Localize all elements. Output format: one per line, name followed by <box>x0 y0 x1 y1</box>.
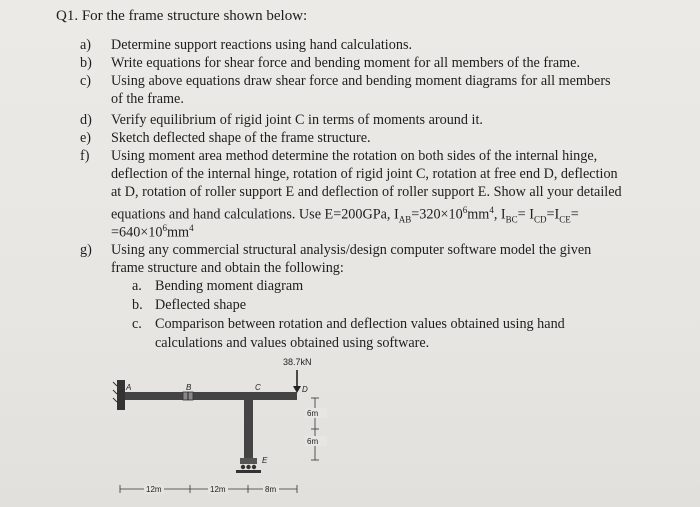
node-label-c: C <box>255 383 261 392</box>
support-hatch <box>113 398 117 402</box>
subitem-text-b: Deflected shape <box>155 297 246 313</box>
roller-wheel <box>241 465 245 469</box>
roller-wheel <box>246 465 250 469</box>
item-label-d: d) <box>80 112 92 128</box>
dim-label-h3: 8m <box>265 485 277 494</box>
load-label: 38.7kN <box>283 357 312 367</box>
node-label-d: D <box>302 385 308 394</box>
item-label-c: c) <box>80 73 92 89</box>
item-text-f-2: deflection of the internal hinge, rotation of rigid joint C, rotation at free end D, deflection <box>111 166 618 182</box>
item-text-a: Determine support reactions using hand calculations. <box>111 37 413 53</box>
node-label-e: E <box>262 456 268 465</box>
subitem-text-c-1: Comparison between rotation and deflection values obtained using hand <box>155 316 565 332</box>
question-title: Q1. For the frame structure shown below: <box>56 8 308 24</box>
item-text-f-3: at D, rotation of roller support E and deflection of roller support E. Show all your detailed <box>111 184 622 200</box>
roller-support-e <box>240 458 257 464</box>
node-label-a: A <box>126 383 132 392</box>
dim-label-v1: 6m <box>307 409 319 418</box>
dim-label-h1: 12m <box>146 485 162 494</box>
item-label-g: g) <box>80 242 92 258</box>
item-label-b: b) <box>80 55 92 71</box>
roller-wheel <box>252 465 256 469</box>
node-label-b: B <box>186 383 192 392</box>
beam-ad <box>125 392 297 400</box>
subitem-label-b: b. <box>132 297 143 313</box>
item-label-a: a) <box>80 37 92 53</box>
item-text-g-2: frame structure and obtain the following: <box>111 260 344 276</box>
subitem-label-c: c. <box>132 316 142 332</box>
subitem-label-a: a. <box>132 278 142 294</box>
dim-label-v2: 6m <box>307 437 319 446</box>
item-text-e: Sketch deflected shape of the frame structure. <box>111 130 371 146</box>
subitem-text-a: Bending moment diagram <box>155 278 304 294</box>
item-text-f-5: $=640\times 10^6mm^4$ <box>111 223 194 241</box>
item-text-c-1: Using above equations draw shear force and bending moment diagrams for all members <box>111 73 611 89</box>
column-ce <box>244 400 253 458</box>
support-hatch <box>113 382 117 386</box>
item-text-f-4: equations and hand calculations. Use E=200GPa, $I_{AB}=320\times 10^6mm^4$, $I_{BC}= I_{CD}=I_{CE}=$ <box>111 205 579 225</box>
fixed-support-a <box>117 380 125 410</box>
dim-label-h2: 12m <box>210 485 226 494</box>
support-hatch <box>113 390 117 394</box>
item-text-f-1: Using moment area method determine the rotation on both sides of the internal hinge, <box>111 148 598 164</box>
item-label-e: e) <box>80 130 92 146</box>
item-text-b: Write equations for shear force and bending moment for all members of the frame. <box>111 55 581 71</box>
item-text-c-2: of the frame. <box>111 91 184 107</box>
roller-ground <box>236 470 261 473</box>
item-label-f: f) <box>80 148 90 164</box>
item-text-g-1: Using any commercial structural analysis/design computer software model the given <box>111 242 592 258</box>
item-text-d: Verify equilibrium of rigid joint C in terms of moments around it. <box>111 112 483 128</box>
load-arrowhead <box>293 386 301 393</box>
subitem-text-c-2: calculations and values obtained using software. <box>155 335 430 351</box>
